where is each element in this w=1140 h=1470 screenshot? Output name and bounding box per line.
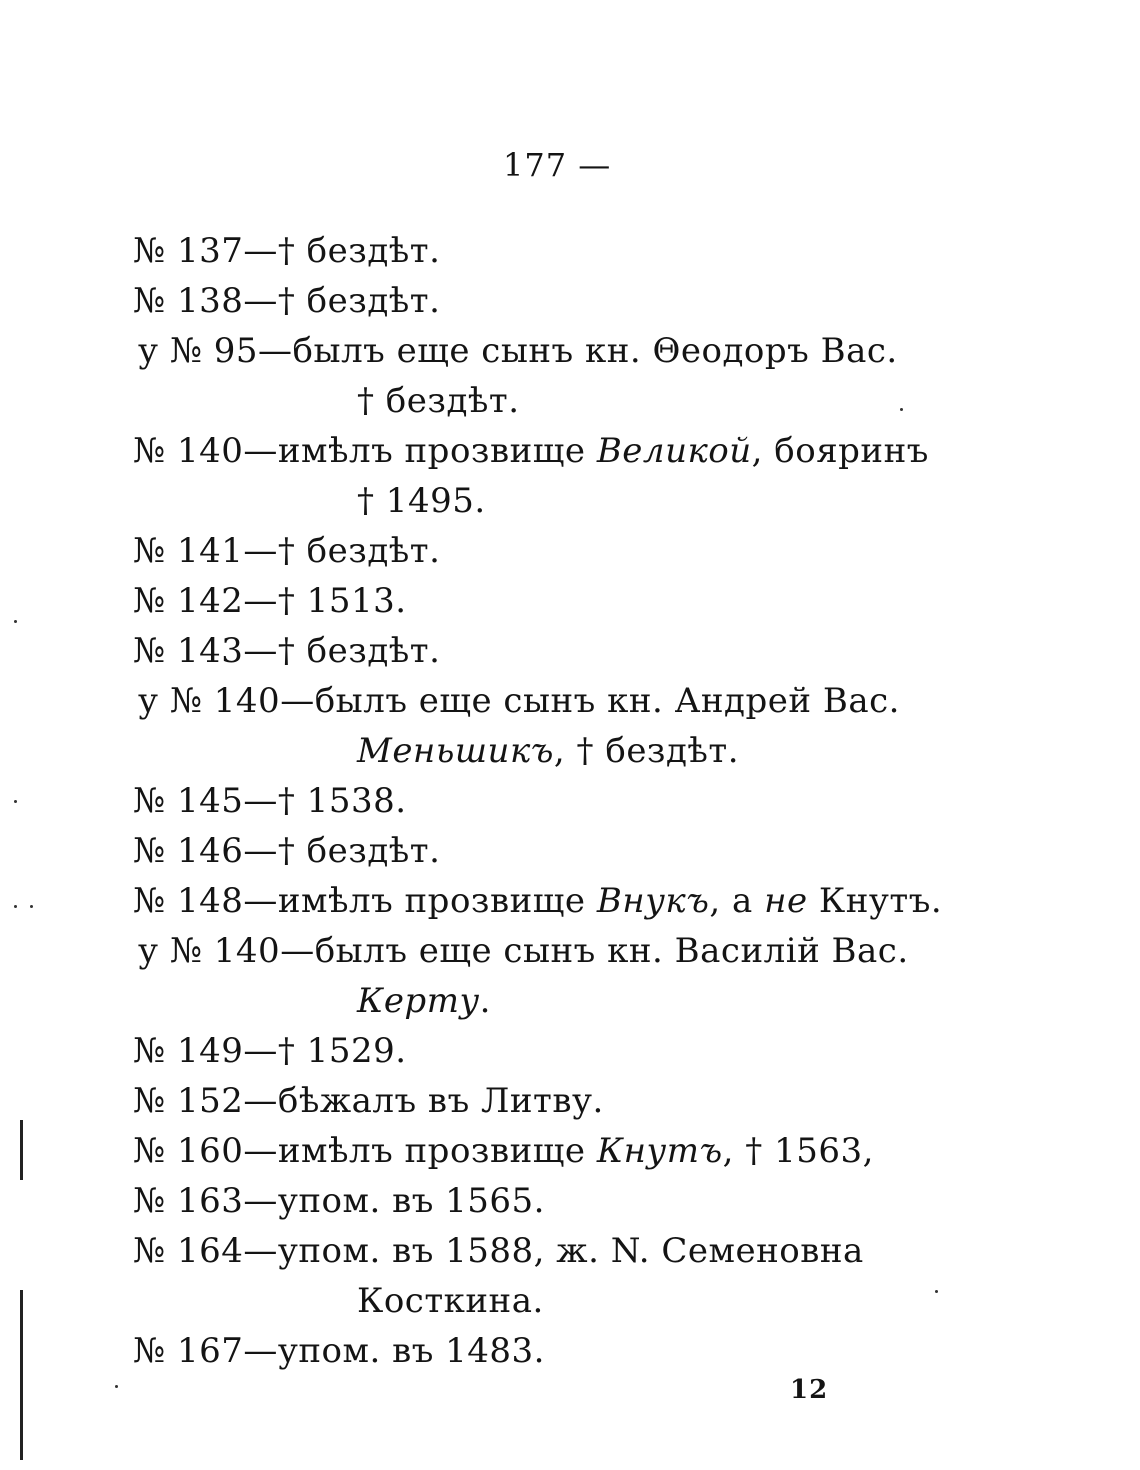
entry-text-part: № 148—имѣлъ прозвище [133,881,597,921]
entry-italic-name: Меньшикъ [357,731,554,771]
entry-text: у № 95—былъ еще сынъ кн. Θеодоръ Вас. [138,331,898,371]
entry-line [0,576,1140,626]
entry-italic-name: Кнутъ [596,1131,723,1171]
entry-line [0,876,1140,926]
entry-list [0,226,1140,1376]
entry-italic-name: не [764,881,808,921]
entry-text: № 141—† бездѣт. [133,531,441,571]
entry-text: № 149—† 1529. [133,1031,407,1071]
entry-line [0,1276,1140,1326]
entry-text [133,426,929,476]
scan-speck [115,1385,118,1388]
entry-text [133,876,942,926]
entry-line [0,376,1140,426]
scan-speck [14,800,17,803]
entry-text: № 163—упом. въ 1565. [133,1181,545,1221]
entry-text: № 138—† бездѣт. [133,281,441,321]
scan-margin-line [20,1120,23,1180]
entry-text [133,1126,874,1176]
scan-speck [30,905,33,908]
entry-text: № 137—† бездѣт. [133,231,441,271]
entry-line [0,1176,1140,1226]
entry-italic-name: Великой [596,431,752,471]
entry-text: № 152—бѣжалъ въ Литву. [133,1081,604,1121]
entry-line [0,276,1140,326]
entry-text: † 1495. [357,481,486,521]
entry-text: Косткина. [357,1281,544,1321]
entry-line [0,426,1140,476]
printer-signature-mark: 12 [790,1375,829,1405]
entry-text [357,976,491,1026]
entry-text: у № 140—былъ еще сынъ кн. Андрей Вас. [138,681,900,721]
entry-line [0,926,1140,976]
entry-text: № 143—† бездѣт. [133,631,441,671]
entry-line [0,626,1140,676]
scan-margin-line [20,1290,23,1460]
entry-line [0,776,1140,826]
scan-speck [900,408,903,411]
scan-speck [14,905,17,908]
entry-text: № 145—† 1538. [133,781,407,821]
entry-line [0,726,1140,776]
entry-text-part: , а [709,881,765,921]
page-number: 177 — [503,146,612,184]
entry-line [0,1076,1140,1126]
entry-italic-name: Керту [357,981,480,1021]
entry-text: № 142—† 1513. [133,581,407,621]
entry-text: † бездѣт. [357,381,520,421]
entry-text-part: . [479,981,491,1021]
entry-line [0,676,1140,726]
entry-italic-name: Внукъ [596,881,710,921]
entry-text [357,726,739,776]
entry-line [0,1126,1140,1176]
entry-text: у № 140—былъ еще сынъ кн. Василій Вас. [138,931,909,971]
entry-text-part: , † бездѣт. [553,731,740,771]
entry-text-part: , † 1563, [722,1131,874,1171]
entry-line [0,526,1140,576]
entry-text: № 167—упом. въ 1483. [133,1331,545,1371]
scan-speck [935,1290,938,1293]
entry-text-part: № 140—имѣлъ прозвище [133,431,597,471]
entry-line [0,326,1140,376]
entry-line [0,476,1140,526]
entry-text-part: № 160—имѣлъ прозвище [133,1131,597,1171]
entry-line [0,226,1140,276]
entry-line [0,976,1140,1026]
scan-speck [14,620,17,623]
entry-text-part: Кнутъ. [807,881,943,921]
entry-text-part: , бояринъ [751,431,929,471]
entry-line [0,1226,1140,1276]
entry-line [0,1026,1140,1076]
entry-line [0,1326,1140,1376]
entry-text: № 164—упом. въ 1588, ж. N. Семеновна [133,1231,864,1271]
entry-text: № 146—† бездѣт. [133,831,441,871]
entry-line [0,826,1140,876]
